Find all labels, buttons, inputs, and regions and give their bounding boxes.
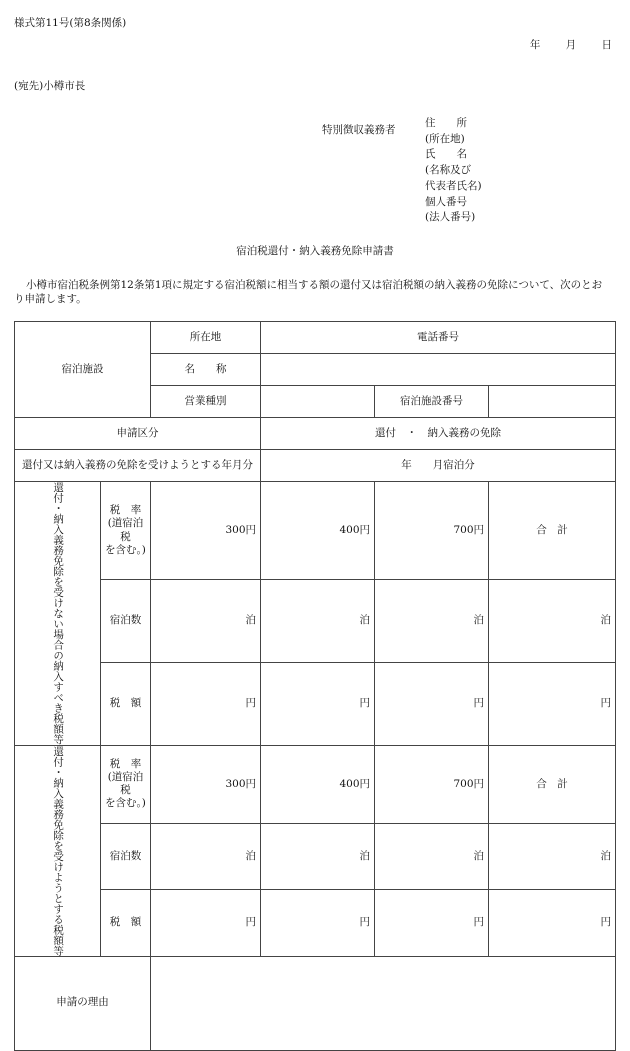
total-label: 合 計 <box>489 482 616 580</box>
collector-id-label: 個人番号 <box>425 195 467 208</box>
reason-field[interactable] <box>151 956 616 1050</box>
collector-corpname-label: (名称及び <box>425 164 472 177</box>
nights-400-field-2[interactable]: 泊 <box>261 824 375 890</box>
reason-label: 申請の理由 <box>15 956 151 1050</box>
collector-block <box>425 116 482 226</box>
intro-paragraph: 小樽市宿泊税条例第12条第1項に規定する宿泊税額に相当する額の還付又は宿泊税額の納入義務の免除について、次のとおり申請します。 <box>14 279 603 305</box>
amount-400-field-2[interactable]: 円 <box>261 890 375 956</box>
nights-total-field[interactable]: 泊 <box>489 580 616 663</box>
section2-label: 還付・納入義務免除を受けようとする税額等 <box>15 745 101 956</box>
amount-300-field[interactable]: 円 <box>151 662 261 745</box>
collector-rep-label: 代表者氏名) <box>425 179 482 192</box>
addressee: (宛先)小樽市長 <box>14 80 86 92</box>
amount-label: 税 額 <box>101 662 151 745</box>
amount-total-field-2[interactable]: 円 <box>489 890 616 956</box>
phone-label: 電話番号 <box>261 322 616 354</box>
business-type-field[interactable] <box>261 386 375 418</box>
collector-corpid-label: (法人番号) <box>425 211 476 224</box>
nights-label-2: 宿泊数 <box>101 824 151 890</box>
facility-number-field[interactable] <box>489 386 616 418</box>
collector-address-label: 住 所 <box>425 117 467 129</box>
period-label: 還付又は納入義務の免除を受けようとする年月分 <box>15 450 261 482</box>
rate-700: 700円 <box>375 482 489 580</box>
application-table <box>14 321 616 1051</box>
address-label: 所在地 <box>151 322 261 354</box>
collector-location-label: (所在地) <box>425 132 465 145</box>
nights-300-field[interactable]: 泊 <box>151 580 261 663</box>
facility-name-field[interactable] <box>261 354 616 386</box>
nights-700-field[interactable]: 泊 <box>375 580 489 663</box>
application-type-value[interactable]: 還付 ・ 納入義務の免除 <box>261 418 616 450</box>
period-value[interactable]: 年 月宿泊分 <box>261 450 616 482</box>
form-number: 様式第11号(第8条関係) <box>14 17 127 29</box>
nights-total-field-2[interactable]: 泊 <box>489 824 616 890</box>
tax-rate-label: 税 率 (道宿泊税 を含む。) <box>101 482 151 580</box>
document-title: 宿泊税還付・納入義務免除申請書 <box>236 245 394 257</box>
section1-label: 還付・納入義務免除を受けない場合の納入すべき税額等 <box>15 482 101 746</box>
nights-700-field-2[interactable]: 泊 <box>375 824 489 890</box>
tax-rate-label-2: 税 率 (道宿泊税 を含む。) <box>101 745 151 824</box>
amount-300-field-2[interactable]: 円 <box>151 890 261 956</box>
application-type-label: 申請区分 <box>15 418 261 450</box>
total-label-2: 合 計 <box>489 745 616 824</box>
nights-label: 宿泊数 <box>101 580 151 663</box>
collector-name-label: 氏 名 <box>425 148 467 161</box>
amount-total-field[interactable]: 円 <box>489 662 616 745</box>
rate-300-2: 300円 <box>151 745 261 824</box>
amount-label-2: 税 額 <box>101 890 151 956</box>
rate-700-2: 700円 <box>375 745 489 824</box>
nights-400-field[interactable]: 泊 <box>261 580 375 663</box>
nights-300-field-2[interactable]: 泊 <box>151 824 261 890</box>
facility-label: 宿泊施設 <box>15 322 151 418</box>
amount-400-field[interactable]: 円 <box>261 662 375 745</box>
facility-number-label: 宿泊施設番号 <box>375 386 489 418</box>
collector-label: 特別徴収義務者 <box>322 124 396 136</box>
date-line: 年 月 日 <box>529 39 612 51</box>
facility-name-label: 名 称 <box>151 354 261 386</box>
rate-300: 300円 <box>151 482 261 580</box>
amount-700-field[interactable]: 円 <box>375 662 489 745</box>
rate-400: 400円 <box>261 482 375 580</box>
business-type-label: 営業種別 <box>151 386 261 418</box>
amount-700-field-2[interactable]: 円 <box>375 890 489 956</box>
rate-400-2: 400円 <box>261 745 375 824</box>
